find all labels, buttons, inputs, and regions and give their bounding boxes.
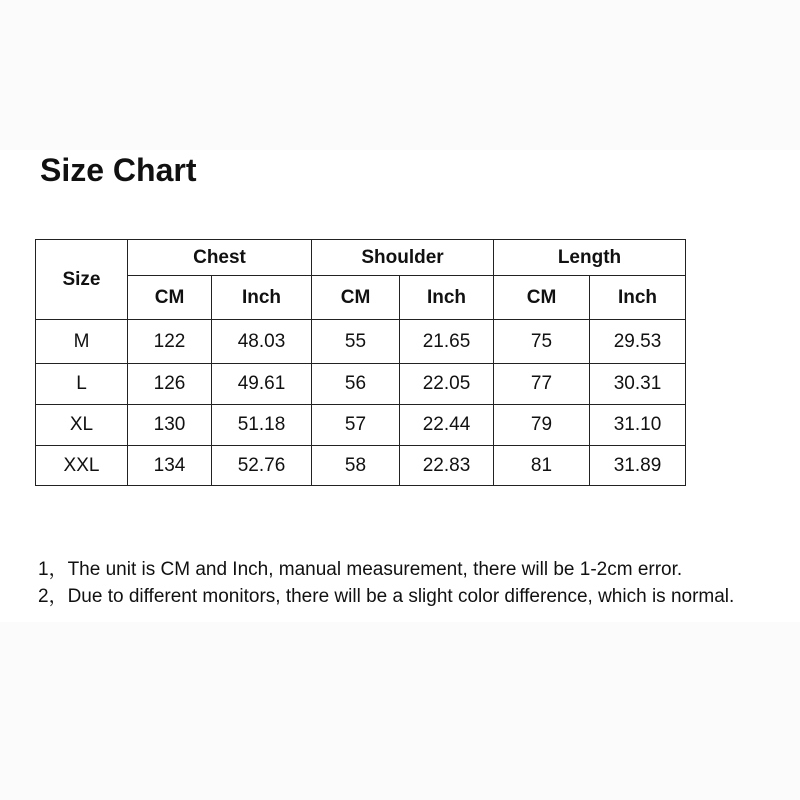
unit-header: CM — [494, 276, 590, 320]
chest-group-header: Chest — [128, 240, 312, 276]
table-cell: 29.53 — [590, 320, 686, 364]
table-cell: 30.31 — [590, 364, 686, 405]
note-item: 1，The unit is CM and Inch, manual measurement, there will be 1-2cm error. — [38, 559, 683, 580]
table-row — [36, 446, 686, 486]
size-column-header: Size — [36, 240, 128, 320]
unit-header: Inch — [590, 276, 686, 320]
table-cell: 22.44 — [400, 405, 494, 446]
table-cell: 57 — [312, 405, 400, 446]
unit-header: CM — [128, 276, 212, 320]
unit-header: Inch — [400, 276, 494, 320]
unit-header: Inch — [212, 276, 312, 320]
table-cell: XXL — [36, 446, 128, 486]
table-cell: 75 — [494, 320, 590, 364]
table-cell: 49.61 — [212, 364, 312, 405]
table-cell: 58 — [312, 446, 400, 486]
table-cell: 130 — [128, 405, 212, 446]
table-cell: 21.65 — [400, 320, 494, 364]
table-cell: 126 — [128, 364, 212, 405]
size-table — [35, 239, 686, 486]
table-cell: 122 — [128, 320, 212, 364]
table-cell: 55 — [312, 320, 400, 364]
table-cell: 79 — [494, 405, 590, 446]
shoulder-group-header: Shoulder — [312, 240, 494, 276]
table-cell: L — [36, 364, 128, 405]
unit-header: CM — [312, 276, 400, 320]
note-item: 2，Due to different monitors, there will be a slight color difference, which is normal. — [38, 586, 735, 607]
page-title: Size Chart — [40, 152, 197, 188]
table-row — [36, 405, 686, 446]
table-cell: 31.89 — [590, 446, 686, 486]
table-header-row — [36, 240, 686, 276]
table-cell: M — [36, 320, 128, 364]
table-cell: 77 — [494, 364, 590, 405]
table-cell: XL — [36, 405, 128, 446]
table-cell: 56 — [312, 364, 400, 405]
length-group-header: Length — [494, 240, 686, 276]
table-row — [36, 320, 686, 364]
table-cell: 31.10 — [590, 405, 686, 446]
table-unit-row — [36, 276, 686, 320]
table-cell: 134 — [128, 446, 212, 486]
table-cell: 51.18 — [212, 405, 312, 446]
table-cell: 22.05 — [400, 364, 494, 405]
table-cell: 52.76 — [212, 446, 312, 486]
table-cell: 81 — [494, 446, 590, 486]
table-cell: 22.83 — [400, 446, 494, 486]
table-cell: 48.03 — [212, 320, 312, 364]
notes — [38, 556, 734, 610]
table-row — [36, 364, 686, 405]
